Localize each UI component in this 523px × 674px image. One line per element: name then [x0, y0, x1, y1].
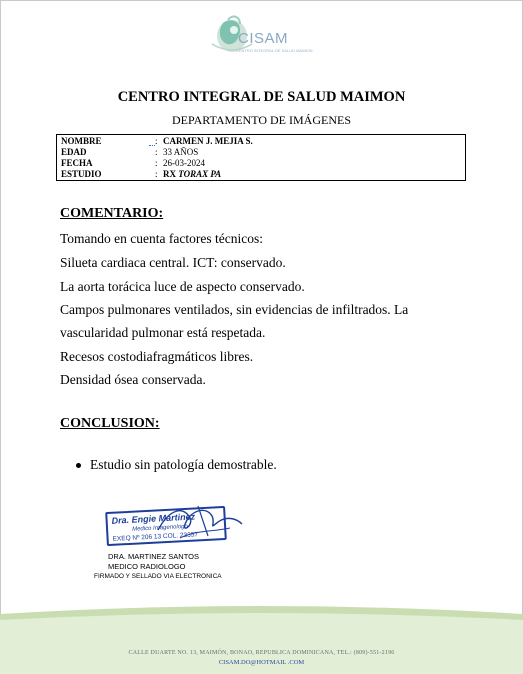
doctor-title: MEDICO RADIOLOGO	[108, 562, 186, 571]
comentario-line: Tomando en cuenta factores técnicos:	[60, 231, 263, 246]
footer-email: CISAM.DO@HOTMAIL .COM	[218, 659, 305, 666]
comentario-line: La aorta torácica luce de aspecto conservado.	[60, 279, 305, 294]
logo-text: CISAM	[238, 30, 289, 47]
comentario-heading: COMENTARIO:	[60, 206, 164, 221]
comentario-line: Silueta cardiaca central. ICT: conservado.	[60, 255, 286, 270]
document-title: CENTRO INTEGRAL DE SALUD MAIMON	[117, 89, 406, 105]
stamp-exeq: EXEQ Nº 206 13 COL. 23357	[112, 531, 199, 543]
stamp-role: Medico Imagenologo	[131, 523, 188, 533]
logo-subtext: CENTRO INTEGRAL DE SALUD MAIMON	[236, 48, 313, 53]
info-value: CARMEN J. MEJIA S.	[163, 136, 253, 146]
comentario-line: Densidad ósea conservada.	[60, 372, 206, 387]
info-label: FECHA	[61, 158, 93, 168]
info-value: 33 AÑOS	[163, 147, 199, 157]
conclusion-heading: CONCLUSION:	[60, 416, 160, 431]
study-prefix: RX	[163, 169, 179, 179]
info-separator: :	[155, 169, 158, 179]
comentario-line: vascularidad pulmonar está respetada.	[60, 325, 266, 340]
info-separator: :	[155, 147, 158, 157]
bullet-icon	[76, 463, 81, 468]
info-label: ESTUDIO	[61, 169, 102, 179]
patient-info-box	[56, 134, 466, 181]
stamp-name: Dra. Engie Martinez	[111, 511, 196, 526]
handwritten-signature-icon	[150, 500, 245, 545]
footer-address: CALLE DUARTE NO. 13, MAIMÓN, BONAO, REPUBLICA DOMINICANA, TEL.: (809)-551-2196	[128, 650, 395, 656]
info-label: EDAD	[61, 147, 87, 157]
department-title: DEPARTAMENTO DE IMÁGENES	[172, 113, 351, 127]
info-label: NOMBRE	[61, 136, 102, 146]
comentario-line: Campos pulmonares ventilados, sin evidencias de infiltrados. La	[60, 302, 409, 317]
info-value: 26-03-2024	[163, 158, 205, 168]
info-separator: :	[155, 158, 158, 168]
comentario-line: Recesos costodiafragmáticos libres.	[60, 349, 254, 364]
signed-note: FIRMADO Y SELLADO VIA ELECTRONICA	[94, 573, 222, 580]
study-name: TORAX PA	[178, 169, 222, 179]
conclusion-item: Estudio sin patología demostrable.	[90, 457, 277, 472]
info-separator: :	[155, 136, 158, 146]
doctor-name: DRA. MARTINEZ SANTOS	[108, 552, 199, 561]
info-value	[163, 169, 221, 180]
